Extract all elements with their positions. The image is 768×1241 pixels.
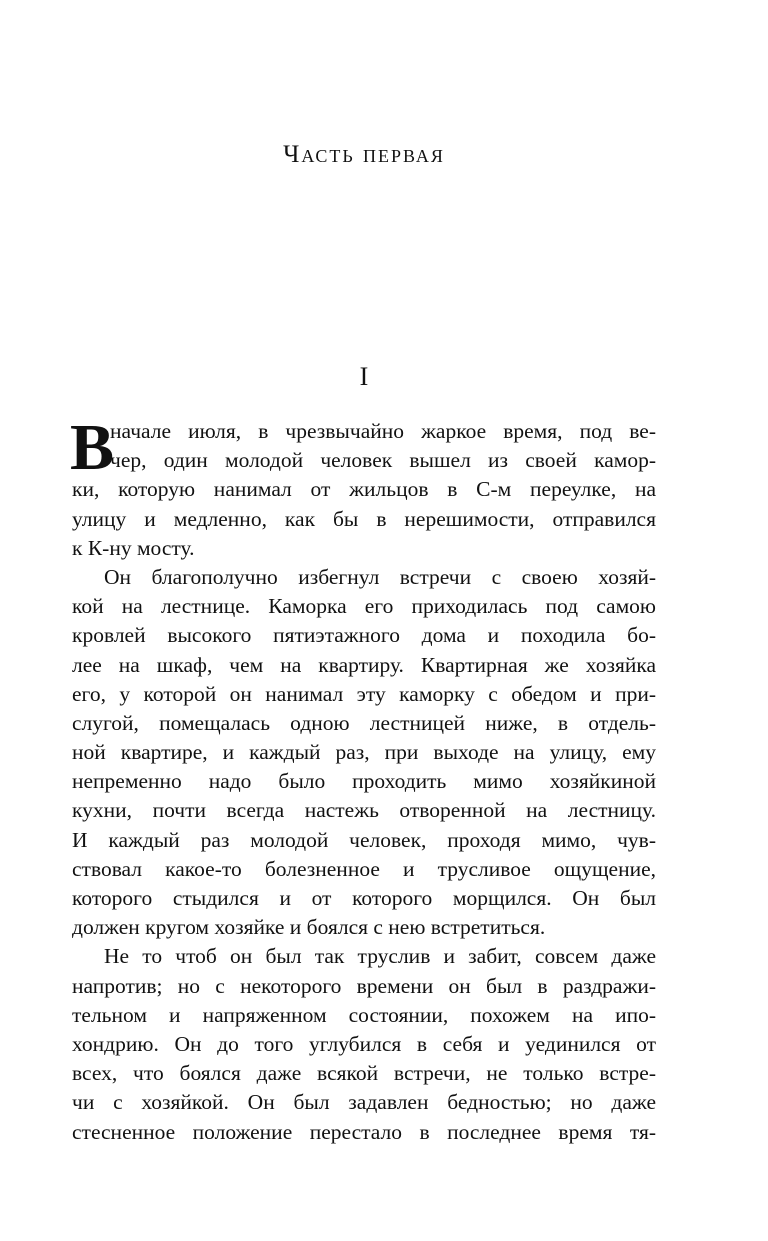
text-line: к К-ну мосту. (72, 535, 195, 560)
paragraph-3 (72, 942, 656, 1146)
body-text (70, 411, 656, 1147)
text-line: Он благополучно избегнул встречи с своею хозяй- (104, 564, 656, 589)
text-line: которого стыдился и от которого морщился. Он был (72, 886, 656, 910)
text-line: стесненное положение перестало в последнее время тя- (72, 1119, 656, 1144)
text-line: кровлей высокого пятиэтажного дома и походила бо- (72, 623, 656, 648)
text-line: хондрию. Он до того углубился в себя и уединился от (72, 1031, 656, 1056)
text-line: ствовал какое-то болезненное и трусливое ощущение, (72, 856, 656, 881)
text-line: всех, что боялся даже всякой встречи, не только встре- (72, 1061, 656, 1086)
text-line: слугой, помещалась одною лестницей ниже, в отдель- (72, 710, 656, 735)
text-line: ки, которую нанимал от жильцов в С-м переулке, на (72, 477, 656, 502)
text-line: напротив; но с некоторого времени он был в раздражи- (72, 973, 656, 998)
paragraph-2 (72, 563, 656, 942)
text-line: его, у которой он нанимал эту каморку с обедом и при- (72, 681, 656, 706)
text-line: лее на шкаф, чем на квартиру. Квартирная же хозяйка (72, 652, 656, 677)
drop-cap: В (70, 411, 115, 484)
text-line: чер, один молодой человек вышел из своей камор- (110, 448, 656, 473)
text-line: ной квартире, и каждый раз, при выходе на улицу, ему (72, 740, 656, 765)
part-title: Часть первая (283, 141, 445, 168)
text-line: чи с хозяйкой. Он был задавлен бедностью; но даже (72, 1090, 656, 1115)
text-line: И каждый раз молодой человек, проходя мимо, чув- (72, 827, 656, 852)
paragraph-1 (70, 411, 656, 563)
text-line: непременно надо было проходить мимо хозяйкиной (72, 769, 656, 794)
text-line: начале июля, в чрезвычайно жаркое время, под ве- (110, 419, 656, 443)
text-line: должен кругом хозяйке и боялся с нею встретиться. (72, 915, 546, 940)
text-line: тельном и напряженном состоянии, похожем на ипо- (72, 1002, 656, 1027)
chapter-number: I (359, 362, 369, 391)
text-line: улицу и медленно, как бы в нерешимости, отправился (72, 506, 656, 531)
text-line: Не то чтоб он был так труслив и забит, совсем даже (104, 944, 656, 969)
text-line: кухни, почти всегда настежь отворенной на лестницу. (72, 798, 656, 823)
text-line: кой на лестнице. Каморка его приходилась под самою (72, 594, 656, 619)
